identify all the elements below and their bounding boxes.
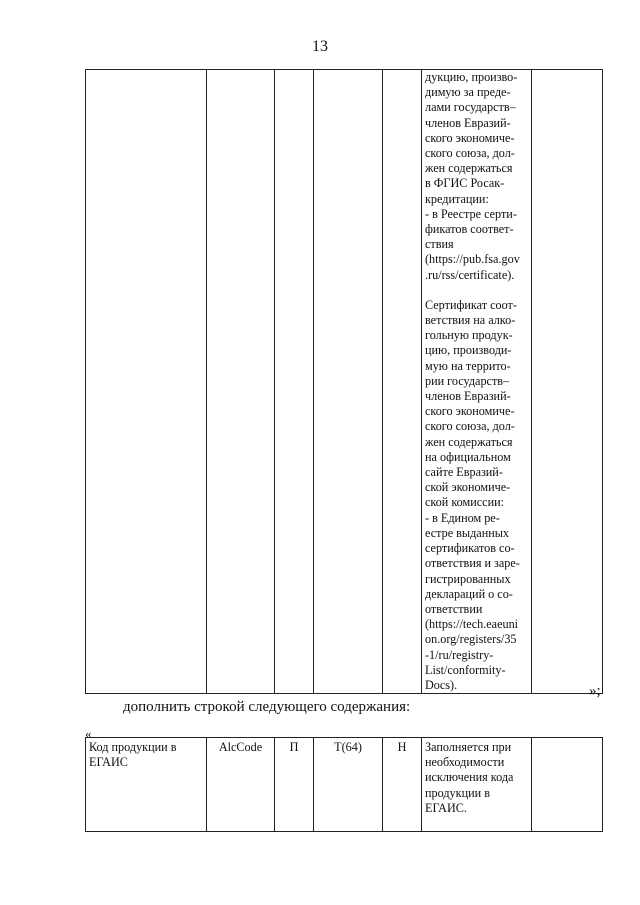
instruction-text: дополнить строкой следующего содержания: <box>123 699 411 715</box>
requirement-line: димую за преде- <box>425 85 511 100</box>
description-line: исключения кода <box>425 770 514 785</box>
type-cell: П <box>275 738 314 832</box>
requirement-line: ответствии <box>425 601 483 616</box>
requirement-line: ответствия и заре- <box>425 556 520 571</box>
requirement-line: ветствия на алко- <box>425 313 516 328</box>
requirement-line: мую на террито- <box>425 358 511 373</box>
requirement-line: ского экономиче- <box>425 404 515 419</box>
requirements-paragraph-2 <box>425 298 528 693</box>
format-cell: T(64) <box>314 738 383 832</box>
requirement-line: цию, производи- <box>425 343 512 358</box>
notes-cell <box>532 70 603 694</box>
requirement-line: сайте Евразий- <box>425 465 503 480</box>
requirement-line: кредитации: <box>425 191 489 206</box>
requirement-line: жен содержаться <box>425 161 513 176</box>
required-cell <box>383 70 422 694</box>
code-cell: AlcCode <box>207 738 275 832</box>
requirement-line: жен содержаться <box>425 434 513 449</box>
requirement-line: гистрированных <box>425 571 511 586</box>
requirement-line: сертификатов со- <box>425 541 515 556</box>
requirement-line: на официальном <box>425 449 511 464</box>
requirement-line: ской экономиче- <box>425 480 511 495</box>
requirement-line: -1/ru/registry- <box>425 647 494 662</box>
requirement-line: гольную продук- <box>425 328 513 343</box>
requirement-line: деклараций о со- <box>425 586 513 601</box>
table-row <box>86 70 603 694</box>
name-line: ЕГАИС <box>89 755 128 770</box>
code-cell <box>207 70 275 694</box>
table-row <box>86 738 603 832</box>
required-cell: Н <box>383 738 422 832</box>
name-cell <box>86 70 207 694</box>
notes-cell <box>532 738 603 832</box>
requirement-line: лами государств– <box>425 100 516 115</box>
new-row-table <box>85 737 603 832</box>
requirement-line: ского союза, дол- <box>425 146 515 161</box>
requirement-line: в ФГИС Росак- <box>425 176 505 191</box>
requirement-line: on.org/registers/35 <box>425 632 517 647</box>
requirement-line: (https://pub.fsa.gov <box>425 252 520 267</box>
format-cell <box>314 70 383 694</box>
requirement-line: ского союза, дол- <box>425 419 515 434</box>
name-cell <box>86 738 207 832</box>
requirement-line: фикатов соответ- <box>425 222 514 237</box>
paragraph-gap <box>425 283 528 298</box>
description-line: продукции в <box>425 785 490 800</box>
requirement-line: естре выданных <box>425 525 510 540</box>
requirement-line: .ru/rss/certificate). <box>425 267 515 282</box>
requirement-line: - в Реестре серти- <box>425 206 517 221</box>
requirement-line: Сертификат соот- <box>425 297 517 312</box>
closing-quote: »; <box>589 683 601 699</box>
requirement-line: рии государств– <box>425 373 510 388</box>
requirement-line: ского экономиче- <box>425 130 515 145</box>
requirement-line: членов Евразий- <box>425 389 511 404</box>
description-line: Заполняется при <box>425 740 512 754</box>
requirement-line: - в Едином ре- <box>425 510 500 525</box>
requirements-cell <box>422 70 532 694</box>
requirement-line: List/conformity- <box>425 662 506 677</box>
requirement-line: ской комиссии: <box>425 495 505 510</box>
requirement-line: дукцию, произво- <box>425 70 518 84</box>
description-line: ЕГАИС. <box>425 800 467 815</box>
type-cell <box>275 70 314 694</box>
opening-quote: « <box>85 726 92 741</box>
name-line: Код продукции в <box>89 740 177 754</box>
requirement-line: членов Евразий- <box>425 115 511 130</box>
requirement-line: (https://tech.eaeuni <box>425 617 519 632</box>
page-number: 13 <box>312 38 328 55</box>
description-cell <box>422 738 532 832</box>
requirement-line: Docs). <box>425 677 458 692</box>
requirement-line: ствия <box>425 237 454 252</box>
requirements-paragraph-1 <box>425 70 528 283</box>
continuation-table <box>85 69 603 694</box>
description-line: необходимости <box>425 755 505 770</box>
